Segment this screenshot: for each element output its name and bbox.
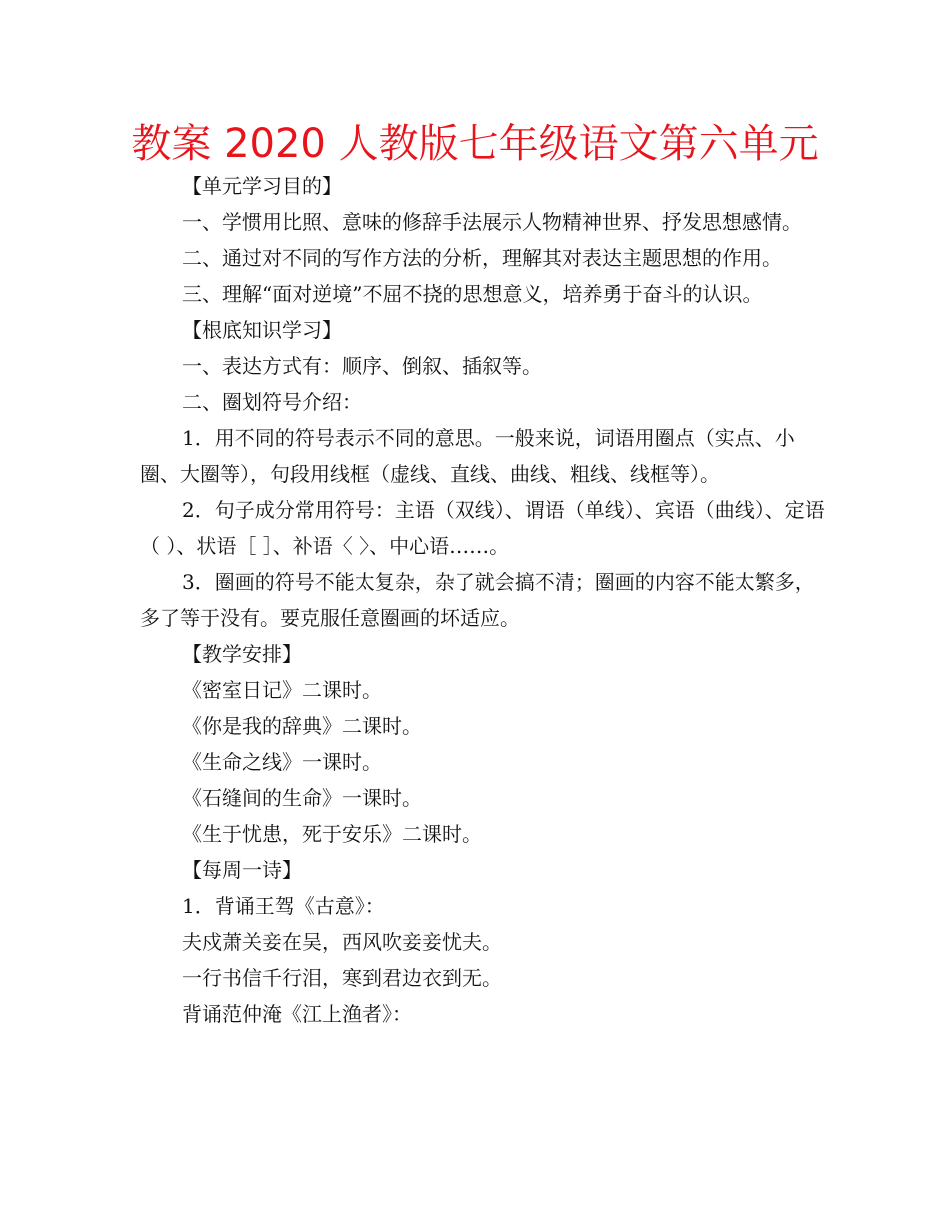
paragraph: 三、理解“面对逆境”不屈不挠的思想意义，培养勇于奋斗的认识。 bbox=[182, 282, 763, 306]
paragraph: 3．圈画的符号不能太复杂，杂了就会搞不清；圈画的内容不能太繁多，多了等于没有。要克服任意圈画的坏适应。 bbox=[140, 570, 815, 630]
schedule-item: 《密室日记》二课时。 bbox=[182, 678, 382, 702]
poem-line: 夫戍萧关妾在吴，西风吹妾妾忧夫。 bbox=[182, 930, 502, 954]
document-body bbox=[140, 168, 830, 1032]
schedule-item: 《石缝间的生命》一课时。 bbox=[182, 786, 422, 810]
section-heading: 【教学安排】 bbox=[182, 642, 302, 666]
paragraph: 一、学惯用比照、意味的修辞手法展示人物精神世界、抒发思想感情。 bbox=[182, 210, 802, 234]
paragraph: 1．用不同的符号表示不同的意思。一般来说，词语用圈点（实点、小圈、大圈等），句段用线框（虚线、直线、曲线、粗线、线框等）。 bbox=[140, 426, 795, 486]
paragraph: 二、通过对不同的写作方法的分析，理解其对表达主题思想的作用。 bbox=[182, 246, 782, 270]
section-heading: 【单元学习目的】 bbox=[182, 174, 342, 198]
paragraph: 背诵范仲淹《江上渔者》： bbox=[182, 1002, 412, 1026]
section-heading: 【每周一诗】 bbox=[182, 858, 302, 882]
document-title: 教案 2020 人教版七年级语文第六单元 bbox=[131, 121, 819, 167]
paragraph: 二、圈划符号介绍： bbox=[182, 390, 362, 414]
section-heading: 【根底知识学习】 bbox=[182, 318, 342, 342]
poem-line: 一行书信千行泪，寒到君边衣到无。 bbox=[182, 966, 502, 990]
schedule-item: 《生命之线》一课时。 bbox=[182, 750, 382, 774]
paragraph: 1．背诵王驾《古意》： bbox=[182, 894, 385, 918]
paragraph: 2．句子成分常用符号：主语（双线）、谓语（单线）、宾语（曲线）、定语（ ）、状语［ ］、补语〈 〉、中心语……。 bbox=[140, 498, 825, 558]
schedule-item: 《你是我的辞典》二课时。 bbox=[182, 714, 422, 738]
paragraph: 一、表达方式有：顺序、倒叙、插叙等。 bbox=[182, 354, 542, 378]
schedule-item: 《生于忧患，死于安乐》二课时。 bbox=[182, 822, 482, 846]
